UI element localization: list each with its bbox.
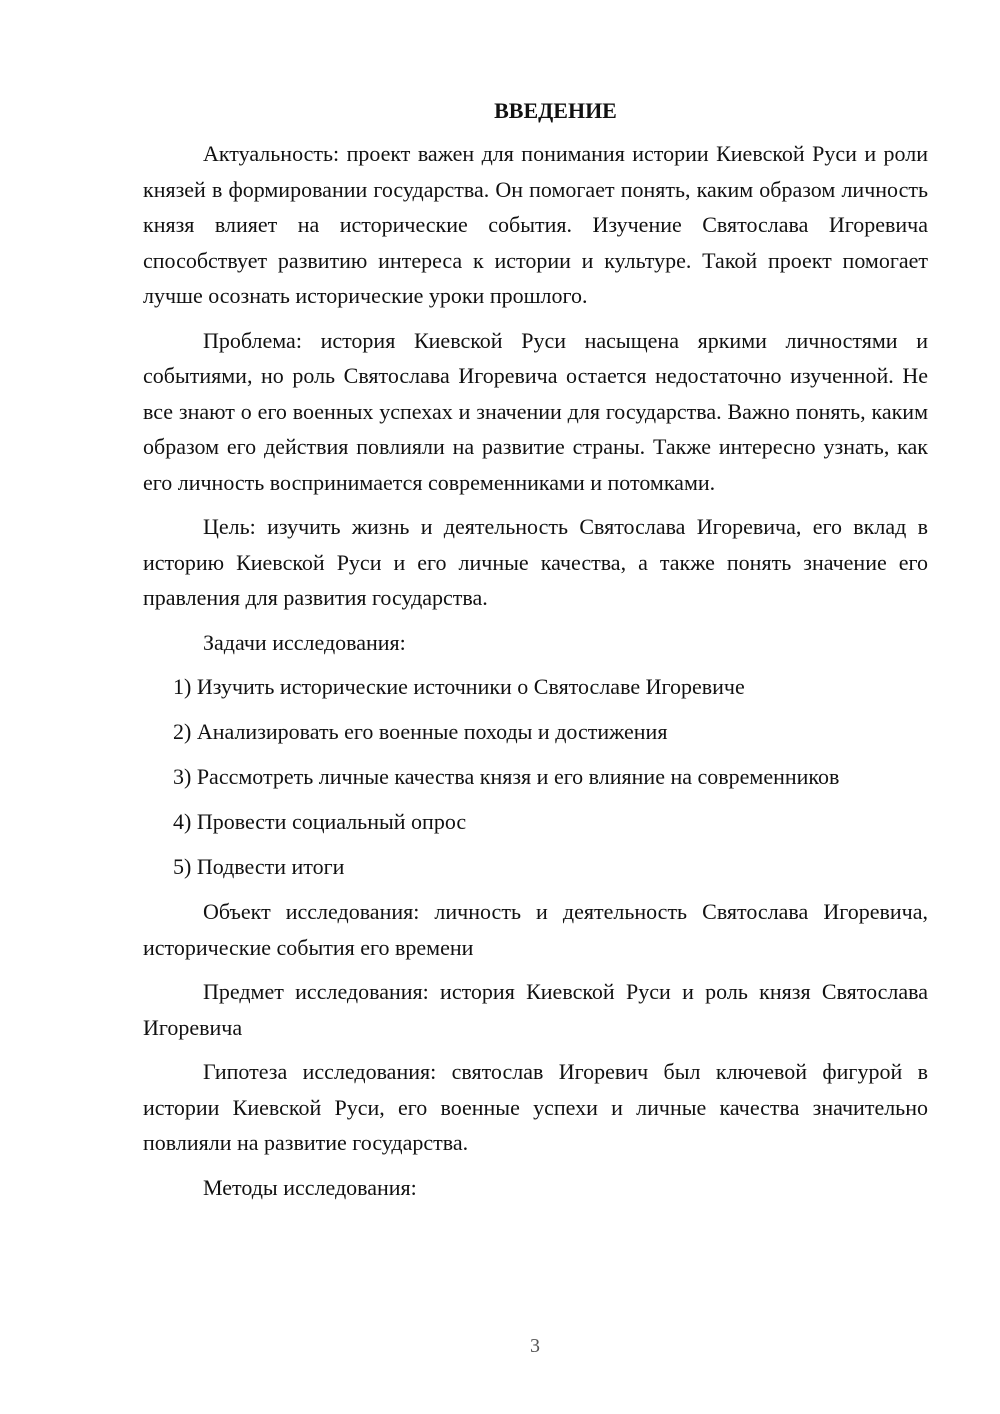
list-item: 4) Провести социальный опрос bbox=[173, 809, 467, 834]
paragraph-hypothesis: Гипотеза исследования: святослав Игоревич был ключевой фигурой в истории Киевской Руси, его военные успехи и личные качества значительно повлияли на развитие государства. bbox=[143, 1059, 928, 1155]
page-heading: ВВЕДЕНИЕ bbox=[494, 98, 617, 123]
paragraph-relevance: Актуальность: проект важен для понимания истории Киевской Руси и роли князей в формировании государства. Он помогает понять, каким образом личность князя влияет на исторические события. Изучение Святослава Игоревича способствует развитию интереса к истории и культуре. Такой проект помогает лучше осознать исторические уроки прошлого. bbox=[143, 141, 928, 308]
paragraph-subject: Предмет исследования: история Киевской Руси и роль князя Святослава Игоревича bbox=[143, 979, 928, 1040]
paragraph-tasks-title: Задачи исследования: bbox=[203, 629, 406, 655]
paragraph-goal: Цель: изучить жизнь и деятельность Святослава Игоревича, его вклад в историю Киевской Руси и его личные качества, а также понять значение его правления для развития государства. bbox=[143, 514, 928, 610]
page-number: 3 bbox=[530, 1335, 540, 1357]
list-item: 3) Рассмотреть личные качества князя и его влияние на современников bbox=[173, 764, 840, 789]
list-item: 1) Изучить исторические источники о Святославе Игоревиче bbox=[173, 674, 745, 699]
list-item: 2) Анализировать его военные походы и достижения bbox=[173, 719, 668, 744]
tasks-list bbox=[143, 669, 928, 885]
list-item: 5) Подвести итоги bbox=[173, 854, 345, 879]
paragraph-object: Объект исследования: личность и деятельность Святослава Игоревича, исторические события его времени bbox=[143, 899, 928, 960]
paragraph-methods-title: Методы исследования: bbox=[203, 1174, 417, 1200]
paragraph-problem: Проблема: история Киевской Руси насыщена яркими личностями и событиями, но роль Святослава Игоревича остается недостаточно изученной. Не все знают о его военных успехах и значении для государства. Важно понять, каким образом его действия повлияли на развитие страны. Также интересно узнать, как его личность воспринимается современниками и потомками. bbox=[143, 327, 928, 495]
